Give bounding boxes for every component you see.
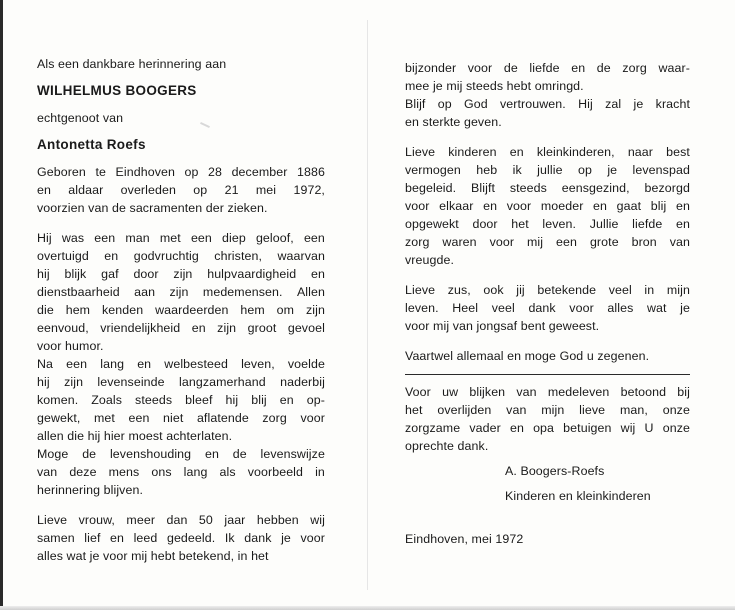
right-paragraph-3 [405,281,690,335]
text-line: komen. Zoals steeds bleef hij blij en op- [37,393,325,407]
text-line: Moge de levenshouding en de levenswijze [37,447,325,461]
text-line: zorgzame vader en opa betuigen wij U onze [405,421,690,435]
text-line: oprechte dank. [405,439,489,453]
left-paragraph-1 [37,229,325,499]
place-date: Eindhoven, mei 1972 [405,532,524,546]
farewell-line: Vaartwel allemaal en moge God u zegenen. [405,349,650,363]
text-line: van deze mens ons lang als voorbeeld in [37,465,325,479]
text-line: voor humor. [37,339,104,353]
signatories [405,462,690,505]
text-line: Lieve vrouw, meer dan 50 jaar hebben wij [37,513,325,527]
right-column [405,59,690,548]
text-line: samen lief en leed gedeeld. Ik dank je voor [37,531,325,545]
spouse-label: echtgenoot van [37,111,124,125]
card-fold-line [367,20,368,590]
text-line: hij blijk gaf door zijn hulpvaardigheid en [37,267,325,281]
text-line: Voor uw blijken van medeleven betoond bij [405,385,690,399]
spouse-name: Antonetta Roefs [37,137,146,152]
right-paragraph-1 [405,59,690,131]
text-line: eenvoud, vriendelijkheid en zijn groot gevoel [37,321,325,335]
text-line: Lieve kinderen en kleinkinderen, naar best [405,145,690,159]
text-line: herinnering blijven. [37,483,144,497]
text-line: Blijf op God vertrouwen. Hij zal je kracht [405,97,690,111]
text-line: bijzonder voor de liefde en de zorg waar- [405,61,690,75]
signatory-family: Kinderen en kleinkinderen [505,489,651,503]
right-paragraph-2 [405,143,690,269]
text-line: dienstbaarheid aan zijn medemensen. Allen [37,285,325,299]
text-line: en sterkte geven. [405,115,502,129]
text-line: vreugde. [405,253,455,267]
text-line: begeleid. Blijft steeds eensgezind, bezorgd [405,181,690,195]
text-line: Geboren te Eindhoven op 28 december 1886 [37,165,325,179]
text-line: vermogen heb ik jullie op je levenspad [405,163,690,177]
text-line: Hij was een man met een diep geloof, een [37,231,325,245]
text-line: Lieve zus, ook jij betekende veel in mijn [405,283,690,297]
text-line: overtuigd en godvruchtig christen, waarvan [37,249,325,263]
text-line: hij zijn levenseinde langzamerhand naderbij [37,375,325,389]
deceased-name: WILHELMUS BOOGERS [37,83,197,98]
text-line: voor elkaar en voor moeder en gaat blij en [405,199,690,213]
signatory-widow: A. Boogers-Roefs [505,464,605,478]
text-line: gewekt, met een niet aflatende zorg voor [37,411,325,425]
birth-block [37,163,325,217]
thanks-block [405,383,690,455]
text-line: zorg waren voor mij een grote bron van [405,235,690,249]
text-line: Na een lang en welbesteed leven, voelde [37,357,325,371]
intro-line: Als een dankbare herinnering aan [37,57,227,71]
text-line: voor mij van jongsaf bent geweest. [405,319,600,333]
text-line: allen die hij hier moest achterlaten. [37,429,233,443]
text-line: en aldaar overleden op 21 mei 1972, [37,183,325,197]
text-line: het overlijden van mijn lieve man, onze [405,403,690,417]
left-paragraph-2 [37,511,325,565]
separator-rule [405,374,690,375]
text-line: die hem kenden waardeerden hem om zijn [37,303,325,317]
text-line: leven. Heel veel dank voor alles wat je [405,301,690,315]
text-line: alles wat je voor mij hebt betekend, in het [37,549,269,563]
text-line: voorzien van de sacramenten der zieken. [37,201,268,215]
text-line: mee je mij steeds hebt omringd. [405,79,584,93]
left-column [37,55,325,565]
text-line: opgewekt door het leven. Jullie liefde en [405,217,690,231]
card-left-edge [0,0,3,610]
card-bottom-edge [0,606,735,610]
